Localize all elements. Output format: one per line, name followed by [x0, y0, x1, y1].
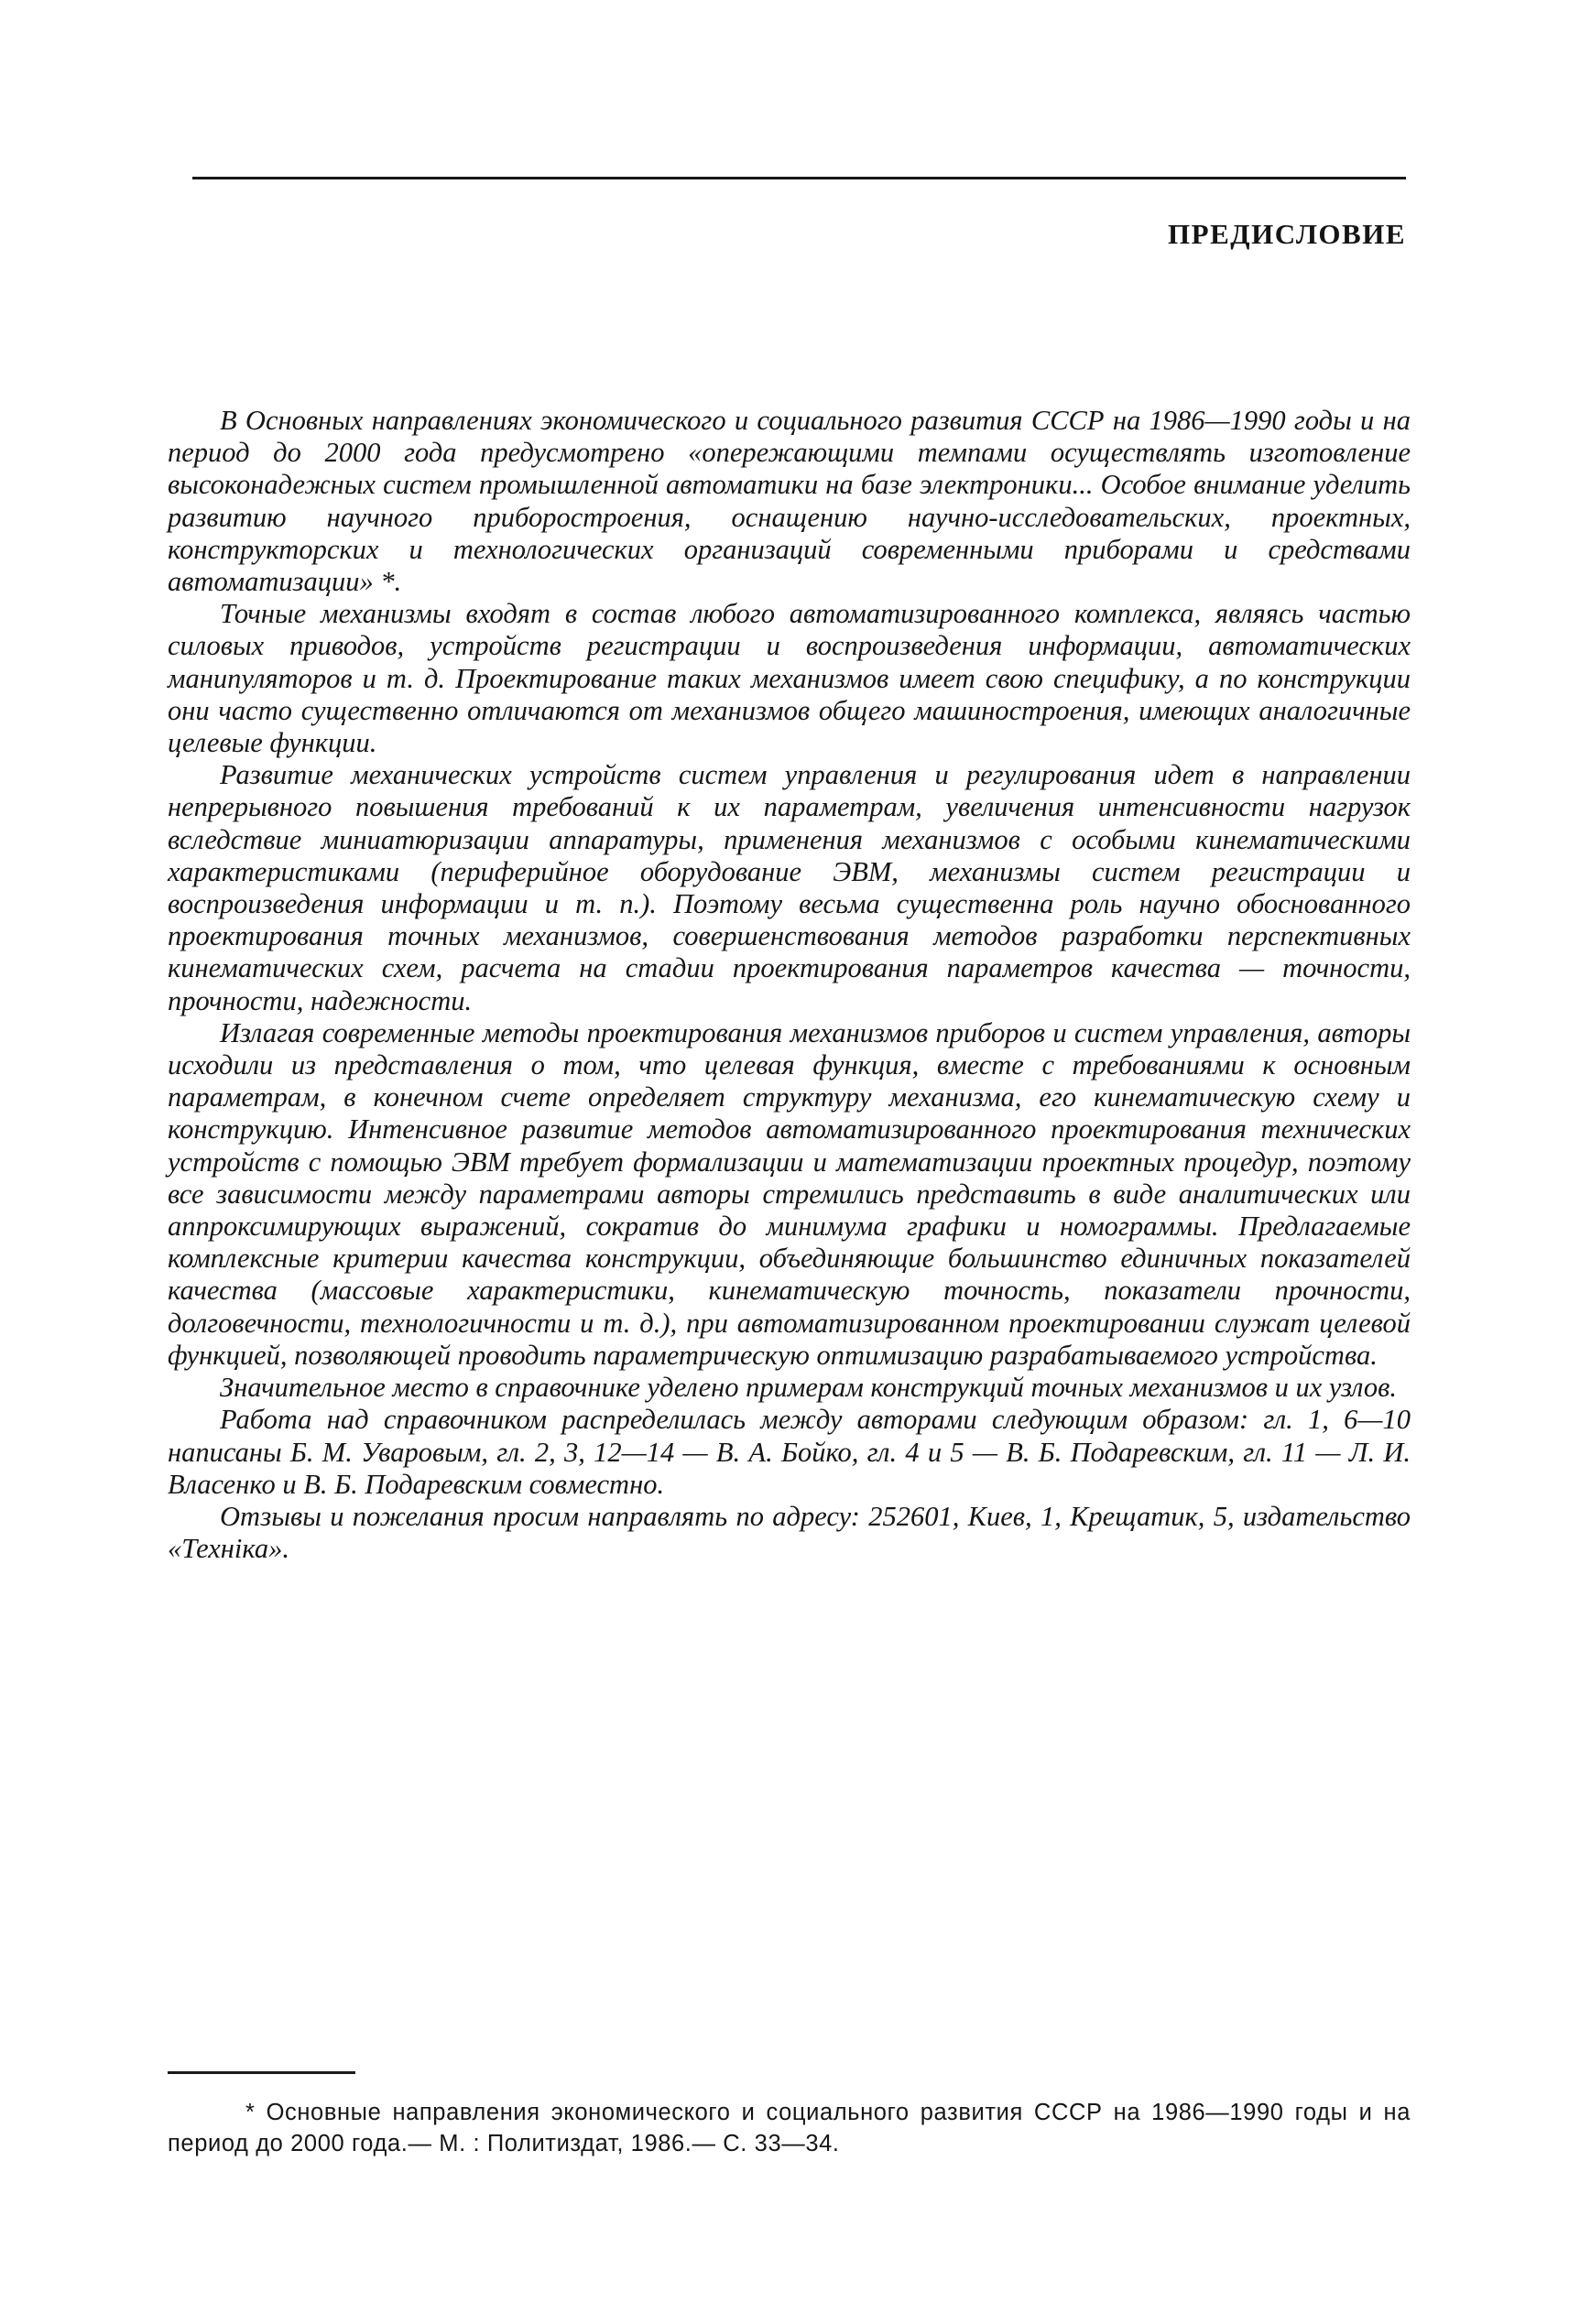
paragraph: Значительное место в справочнике уделено примерам конструкций точных механизмов и их узлов. [220, 1372, 1397, 1404]
paragraph: Развитие механических устройств систем управления и регулирования идет в направлении непрерывного повышения требований к их параметрам, увеличения интенсивности нагрузок вследствие миниатюризации аппаратуры, применения механизмов с особыми кинематическими характеристиками (периферийное оборудование ЭВМ, механизмы систем регистрации и воспроизведения информации и т. п.). Поэтому весьма существенна роль научно обоснованного проектирования точных механизмов, совершенствования методов разработки перспективных кинематических схем, расчета на стадии проектирования параметров качества — точности, прочности, надежности. [168, 759, 1411, 1016]
footnote-rule [168, 2071, 355, 2074]
paragraph: Точные механизмы входят в состав любого автоматизированного комплекса, являясь частью силовых приводов, устройств регистрации и воспроизведения информации, автоматических манипуляторов и т. д. Проектирование таких механизмов имеет свою специфику, а по конструкции они часто существенно отличаются от механизмов общего машиностроения, имеющих аналогичные целевые функции. [168, 598, 1411, 759]
top-rule [192, 177, 1406, 179]
page-heading: ПРЕДИСЛОВИЕ [1168, 218, 1406, 250]
paragraph: Работа над справочником распределилась между авторами следующим образом: гл. 1, 6—10 написаны Б. М. Уваровым, гл. 2, 3, 12—14 — В. А. Бойко, гл. 4 и 5 — В. Б. Подаревским, гл. 11 — Л. И. Власенко и В. Б. Подаревским совместно. [168, 1404, 1411, 1500]
paragraph: В Основных направлениях экономического и социального развития СССР на 1986—1990 годы и на период до 2000 года предусмотрено «опережающими темпами осуществлять изготовление высоконадежных систем промышленной автоматики на базе электроники... Особое внимание уделить развитию научного приборостроения, оснащению научно-исследовательских, проектных, конструкторских и технологических организаций современными приборами и средствами автоматизации» *. [168, 405, 1411, 598]
footnote: * Основные направления экономического и социального развития СССР на 1986—1990 годы и на период до 2000 года.— М. : Политиздат, 1986.— С. 33—34. [168, 2100, 1411, 2156]
paragraph: Излагая современные методы проектирования механизмов приборов и систем управления, авторы исходили из представления о том, что целевая функция, вместе с требованиями к основным параметрам, в конечном счете определяет структуру механизма, его кинематическую схему и конструкцию. Интенсивное развитие методов автоматизированного проектирования технических устройств с помощью ЭВМ требует формализации и математизации проектных процедур, поэтому все зависимости между параметрами авторы стремились представить в виде аналитических или аппроксимирующих выражений, сократив до минимума графики и номограммы. Предлагаемые комплексные критерии качества конструкции, объединяющие большинство единичных показателей качества (массовые характеристики, кинематическую точность, показатели прочности, долговечности, технологичности и т. д.), при автоматизированном проектировании служат целевой функцией, позволяющей проводить параметрическую оптимизацию разрабатываемого устройства. [168, 1016, 1411, 1371]
paragraph: Отзывы и пожелания просим направлять по адресу: 252601, Киев, 1, Крещатик, 5, издательство «Техніка». [168, 1500, 1411, 1565]
preface-body [168, 405, 1411, 1565]
